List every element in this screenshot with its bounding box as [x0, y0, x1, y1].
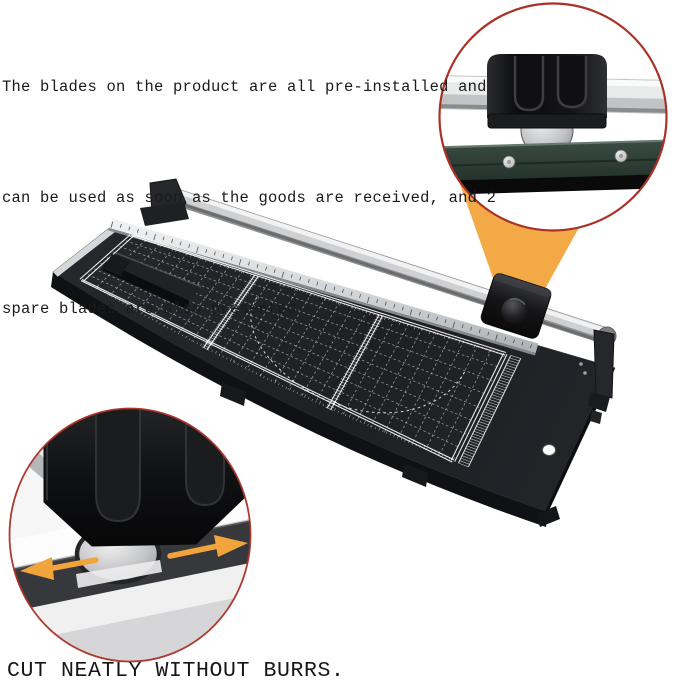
carriage-lip	[488, 114, 606, 128]
carriage-groove	[96, 404, 140, 521]
product-note-line-3: spare blades are also presented.	[2, 300, 307, 318]
carriage-groove	[558, 56, 586, 107]
hanging-hole	[543, 445, 556, 456]
product-note	[2, 0, 496, 402]
product-note-line-2: can be used as soon as the goods are received, and 2	[2, 189, 497, 207]
printed-icon	[583, 371, 587, 375]
printed-icon	[579, 362, 583, 366]
carriage-groove	[186, 404, 224, 505]
zoom-callout-cutting	[0, 404, 260, 693]
bottom-caption: CUT NEATLY WITHOUT BURRS.	[7, 659, 345, 683]
carriage-groove	[515, 56, 543, 110]
product-note-line-1: The blades on the product are all pre-installed and	[2, 78, 487, 96]
zoom-carriage-body	[487, 54, 607, 118]
